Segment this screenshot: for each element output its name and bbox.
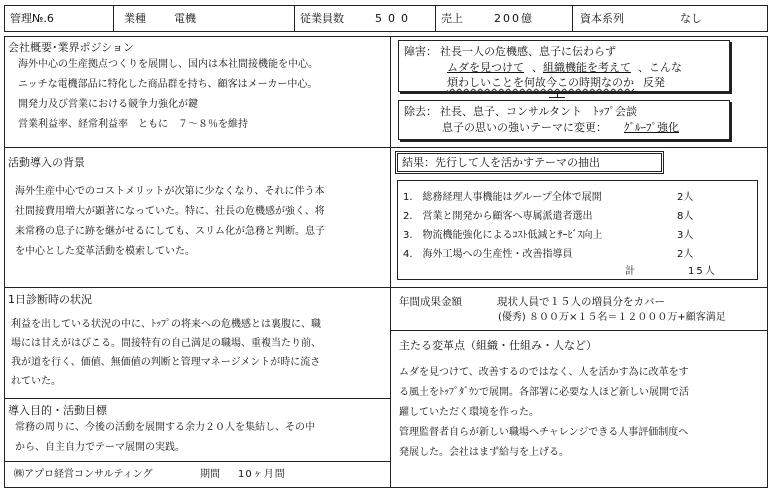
diagnosis-line: れていた。 [11, 376, 61, 387]
grid-divider [390, 287, 768, 288]
header-divider [113, 5, 114, 32]
header-divider [435, 5, 436, 32]
capital-label: 資本系列 [580, 12, 624, 25]
grid-divider [4, 398, 390, 399]
overview-title: 会社概要･業界ポジション [8, 41, 135, 54]
obstacle-phrase: 組織機能を考えて [543, 61, 631, 74]
capital-value: なし [680, 12, 702, 25]
management-number: 管理№.6 [10, 12, 54, 25]
footer-period-label: 期間 [200, 469, 220, 480]
overview-line: ニッチな電機部品に特化した商品群を持ち、顧客はメーカー中心。 [18, 79, 318, 90]
changes-line: 管理監督者自らが新しい職場へチャレンジできる人事評価制度へ [399, 427, 689, 438]
industry-value: 電機 [174, 12, 196, 25]
employees-label: 従業員数 [300, 12, 344, 25]
diagnosis-line: 我が道を行く、価値、無価値の判断と管理マネージメントが時に流さ [11, 357, 321, 368]
obstacle-line: 社長一人の危機感、息子に伝わらず [440, 45, 616, 58]
obstacle-phrase: 、こんな [638, 61, 682, 74]
allocation-count: 8人 [677, 211, 694, 222]
obstacle-phrase: 煩わしいことを何故今この時期なのか [447, 76, 634, 89]
allocation-item: 3. 物流機能強化によるｺｽﾄ低減とｻｰﾋﾞｽ向上 [403, 230, 603, 241]
footer-period-value: 10ヶ月間 [238, 469, 286, 480]
allocation-item: 2. 営業と開発から顧客へ専属派遣者選出 [403, 211, 593, 222]
purpose-line: 常務の周りに、今後の活動を展開する余力２０人を集結し、その中 [15, 422, 315, 433]
diagnosis-line: 利益を出している状況の中に、ﾄｯﾌﾟの将来への危機感とは裏腹に、職 [11, 319, 321, 330]
header-divider [294, 5, 295, 32]
purpose-line: から、自主自力でテーマ展開の実践。 [15, 442, 185, 453]
overview-line: 海外中心の生産拠点つくりを展開し、国内は本社間接機能を中心。 [18, 59, 318, 70]
annual-line: 現状人員で１５人の増員分をカバー [497, 296, 665, 308]
industry-label: 業種 [124, 12, 146, 25]
grid-divider [390, 147, 768, 148]
sales-label: 売上 [441, 12, 463, 25]
background-line: 社間接費用増大が顕著になっていた。特に、社長の危機感が強く、将 [15, 206, 325, 217]
grid-divider-vertical [390, 36, 391, 488]
removal-line: 息子の思いの強いテーマに変更： [442, 121, 607, 134]
changes-line: 躍していただく環境を作った。 [399, 407, 539, 418]
allocation-item: 1. 総務経理人事機能はグループ全体で展開 [403, 192, 602, 203]
allocation-count: 2人 [677, 249, 694, 260]
footer-company: ㈱アプロ経営コンサルティング [14, 469, 153, 480]
obstacle-phrase: 反発 [643, 76, 665, 89]
changes-line: ムダを見つけて、改善するのではなく、人を活かす為に改革をす [399, 367, 689, 378]
obstacle-label: 障害： [404, 45, 437, 58]
connector-line [549, 97, 565, 98]
diagnosis-line: 場には甘えがはびこる。間接特有の自己満足の職場、重複当たり前、 [11, 338, 321, 349]
result-label: 結果：先行して人を活かすテーマの抽出 [402, 156, 600, 169]
allocation-count: 3人 [677, 230, 694, 241]
annual-line: (優秀) ８００万×１５名＝１２０００万+顧客満足 [498, 312, 726, 323]
removal-line: 社長、息子、コンサルタント ﾄｯﾌﾟ会談 [440, 105, 638, 118]
employees-value: 500 [375, 12, 414, 25]
grid-divider [4, 461, 390, 462]
overview-line: 開発力及び営業における競争力強化が鍵 [18, 99, 198, 110]
allocation-item: 4. 海外工場への生産性・改善指導員 [403, 249, 573, 260]
overview-line: 営業利益率、経常利益率 ともに ７～８％を維持 [18, 119, 248, 130]
changes-line: る風土をﾄｯﾌﾟﾀﾞｳﾝで展開。各部署に必要な人ほど新しい展開で活 [399, 387, 689, 398]
changes-line: 発展した。会社はまず給与を上げる。 [399, 447, 569, 458]
removal-phrase: ｸﾞﾙｰﾌﾟ強化 [624, 121, 679, 134]
allocation-total-label: 計 [625, 266, 635, 277]
obstacle-phrase: ムダを見つけて [447, 61, 524, 74]
grid-divider [390, 330, 768, 331]
allocation-total-value: 15人 [688, 266, 717, 277]
background-title: 活動導入の背景 [8, 156, 85, 169]
background-line: 来常務の息子に跡を継がせるにしても、スリム化が急務と判断。息子 [15, 226, 325, 237]
diagnosis-title: 1日診断時の状況 [8, 293, 92, 306]
allocation-count: 2人 [677, 192, 694, 203]
background-line: 海外生産中心でのコストメリットが次第に少なくなり、それに伴う本 [15, 186, 325, 197]
removal-label: 除去： [404, 105, 437, 118]
grid-divider [4, 287, 390, 288]
annual-label: 年間成果金額 [399, 296, 462, 308]
obstacle-phrase: 、 [532, 61, 543, 74]
changes-title: 主たる変革点（組織・仕組み・人など） [399, 339, 597, 352]
purpose-title: 導入目的・活動目標 [8, 404, 107, 417]
background-line: を中心とした変革活動を模索していた。 [15, 246, 195, 257]
sales-value: 200億 [494, 12, 534, 25]
grid-divider [4, 147, 390, 148]
header-divider [572, 5, 573, 32]
